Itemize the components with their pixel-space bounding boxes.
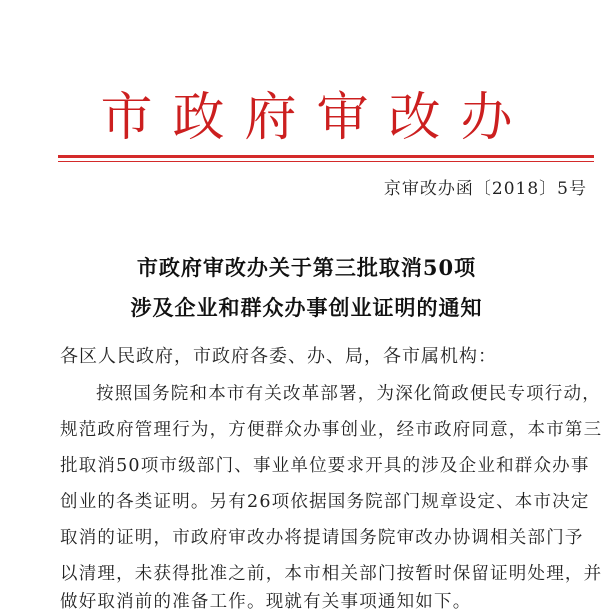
body-line: 取消的证明，市政府审改办将提请国务院审改办协调相关部门予 (60, 528, 584, 548)
body-line: 规范政府管理行为，方便群众办事创业，经市政府同意，本市第三 (60, 420, 603, 440)
document-number: 京审改办函〔2018〕5号 (383, 179, 587, 199)
body-line: 创业的各类证明。另有26项依据国务院部门规章设定、本市决定 (60, 492, 590, 512)
document-heading-line-1: 市政府审改办关于第三批取消50项 (136, 255, 477, 280)
body-line: 以清理，未获得批准之前，本市相关部门按暂时保留证明处理，并 (60, 564, 603, 584)
body-line: 批取消50项市级部门、事业单位要求开具的涉及企业和群众办事 (60, 456, 590, 476)
document-heading-line-2: 涉及企业和群众办事创业证明的通知 (130, 295, 483, 320)
body-line: 按照国务院和本市有关改革部署，为深化简政便民专项行动， (96, 384, 601, 404)
body-line: 做好取消前的准备工作。现就有关事项通知如下。 (60, 592, 472, 612)
org-title: 市政府审改办 (100, 88, 533, 148)
red-header-rule (58, 155, 594, 158)
red-header-rule-thin (58, 161, 594, 162)
salutation: 各区人民政府，市政府各委、办、局，各市属机构： (60, 346, 497, 367)
